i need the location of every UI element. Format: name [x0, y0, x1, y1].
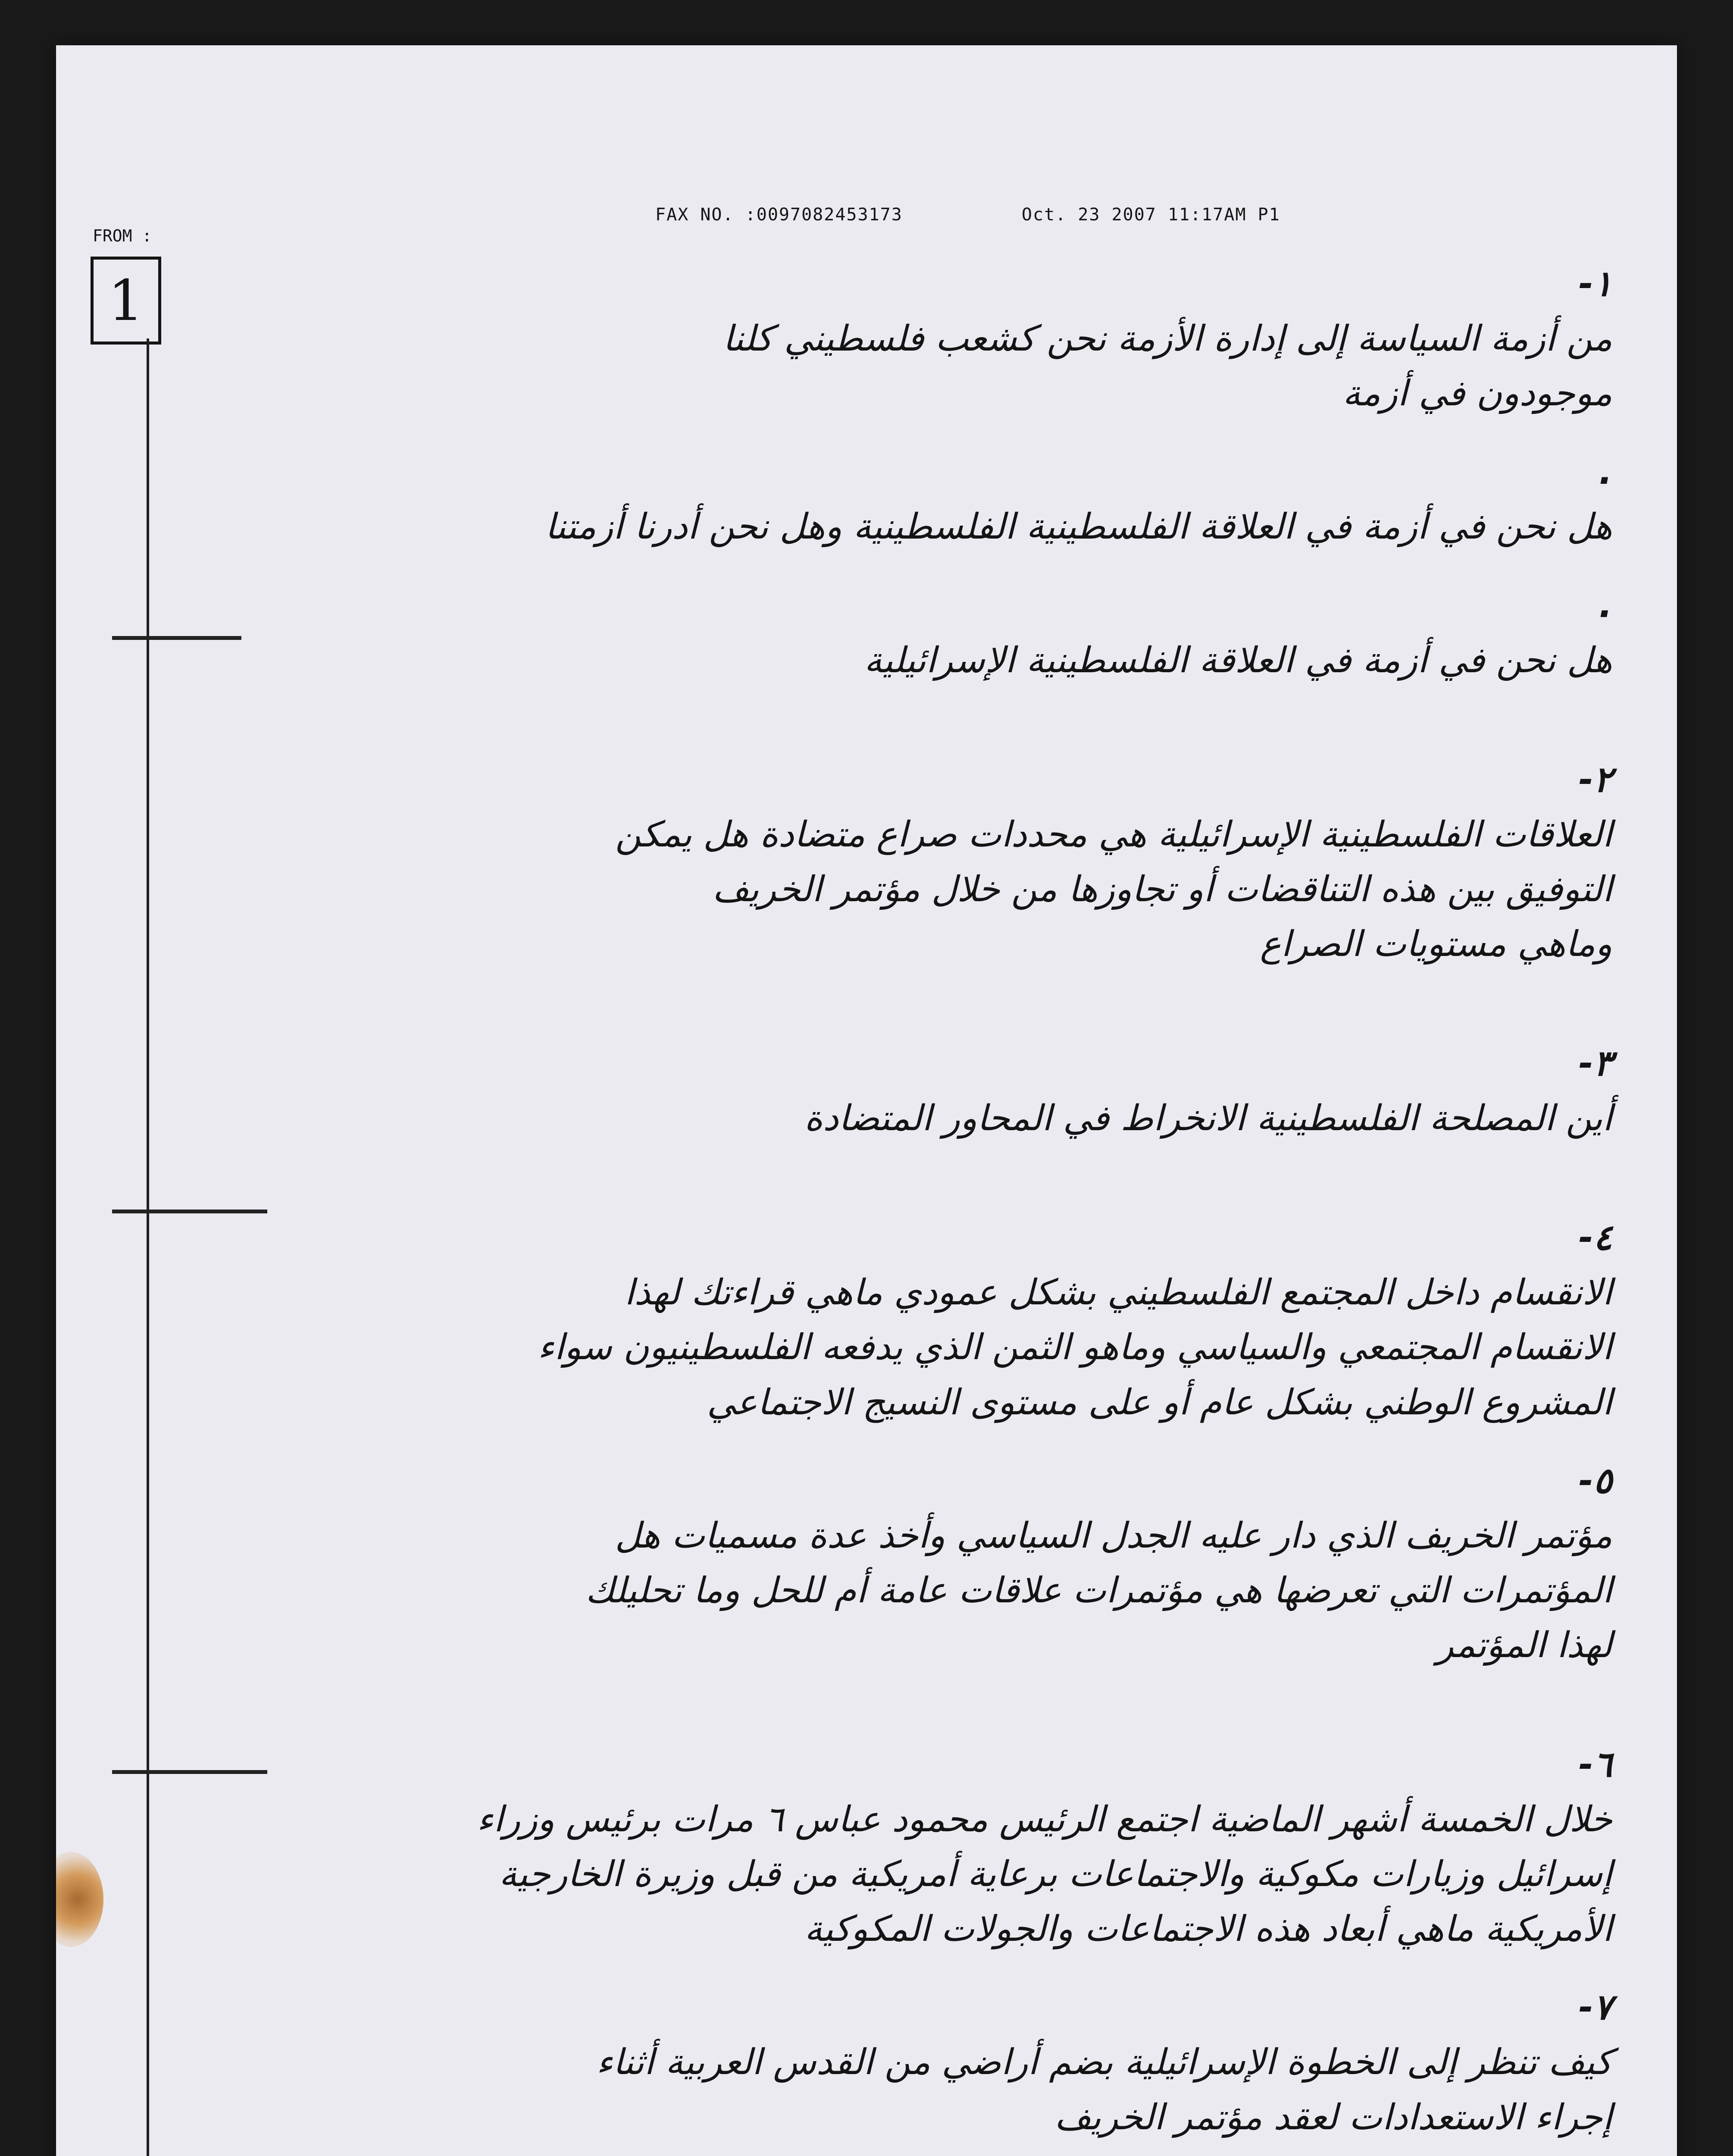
question-number: ٧-	[1578, 1987, 1612, 2028]
question-number: ٥-	[1578, 1460, 1612, 1501]
question-item	[185, 1980, 1612, 2144]
page-number-box	[91, 257, 161, 345]
question-number: ٢-	[1578, 759, 1612, 800]
question-item	[185, 1454, 1612, 1673]
question-number: ٣-	[1578, 1043, 1612, 1084]
question-item	[185, 1737, 1612, 1956]
question-number: ٦-	[1578, 1744, 1612, 1785]
from-label: FROM :	[93, 226, 152, 245]
fax-date-time: Oct. 23 2007 11:17AM P1	[1021, 205, 1280, 225]
question-line: مؤتمر الخريف الذي دار عليه الجدل السياسي وأخذ عدة مسميات هل	[615, 1515, 1612, 1556]
question-item	[185, 752, 1612, 971]
question-line: الانقسام المجتمعي والسياسي وماهو الثمن الذي يدفعه الفلسطينيون سواء	[538, 1327, 1612, 1368]
question-line: لهذا المؤتمر	[1436, 1624, 1612, 1666]
fax-header	[655, 205, 1280, 225]
question-line: كيف تنظر إلى الخطوة الإسرائيلية بضم أراضي من القدس العربية أثناء	[596, 2042, 1612, 2083]
question-number: .	[1598, 585, 1612, 626]
question-item	[185, 1036, 1612, 1146]
question-line: إجراء الاستعدادات لعقد مؤتمر الخريف	[1054, 2096, 1612, 2138]
questions-list	[185, 257, 1612, 2156]
question-number: .	[1598, 451, 1612, 493]
question-line: المشروع الوطني بشكل عام أو على مستوى النسيج الاجتماعي	[707, 1382, 1612, 1423]
question-item	[185, 257, 1612, 421]
question-line: وماهي مستويات الصراع	[1260, 923, 1612, 965]
question-number: ١-	[1578, 263, 1612, 304]
question-item	[185, 1210, 1612, 1429]
question-item	[185, 445, 1612, 554]
question-line: أين المصلحة الفلسطينية الانخراط في المحاور المتضادة	[804, 1098, 1612, 1139]
margin-line	[147, 338, 149, 2156]
question-line: موجودون في أزمة	[1342, 373, 1612, 414]
paper-stain	[56, 1852, 103, 1947]
question-line: التوفيق بين هذه التناقضات أو تجاوزها من خلال مؤتمر الخريف	[712, 868, 1612, 910]
question-line: من أزمة السياسة إلى إدارة الأزمة نحن كشعب فلسطيني كلنا	[723, 318, 1612, 360]
question-line: هل نحن في أزمة في العلاقة الفلسطينية الفلسطينية وهل نحن أدرنا أزمتنا	[545, 506, 1612, 548]
question-line: العلاقات الفلسطينية الإسرائيلية هي محددات صراع متضادة هل يمكن	[615, 814, 1612, 855]
question-line: هل نحن في أزمة في العلاقة الفلسطينية الإسرائيلية	[864, 639, 1612, 681]
question-line: خلال الخمسة أشهر الماضية اجتمع الرئيس محمود عباس ٦ مرات برئيس وزراء	[477, 1799, 1612, 1840]
question-line: المؤتمرات التي تعرضها هي مؤتمرات علاقات عامة أم للحل وما تحليلك	[585, 1570, 1612, 1611]
question-item	[185, 578, 1612, 687]
fax-page	[56, 45, 1677, 2156]
fax-number: FAX NO. :0097082453173	[655, 205, 903, 225]
question-line: الأمريكية ماهي أبعاد هذه الاجتماعات والجولات المكوكية	[804, 1908, 1612, 1950]
page-number: 1	[108, 268, 144, 333]
question-number: ٤-	[1578, 1217, 1612, 1259]
question-line: الانقسام داخل المجتمع الفلسطيني بشكل عمودي ماهي قراءتك لهذا	[624, 1272, 1612, 1313]
question-line: إسرائيل وزيارات مكوكية والاجتماعات برعاية أمريكية من قبل وزيرة الخارجية	[499, 1854, 1612, 1895]
